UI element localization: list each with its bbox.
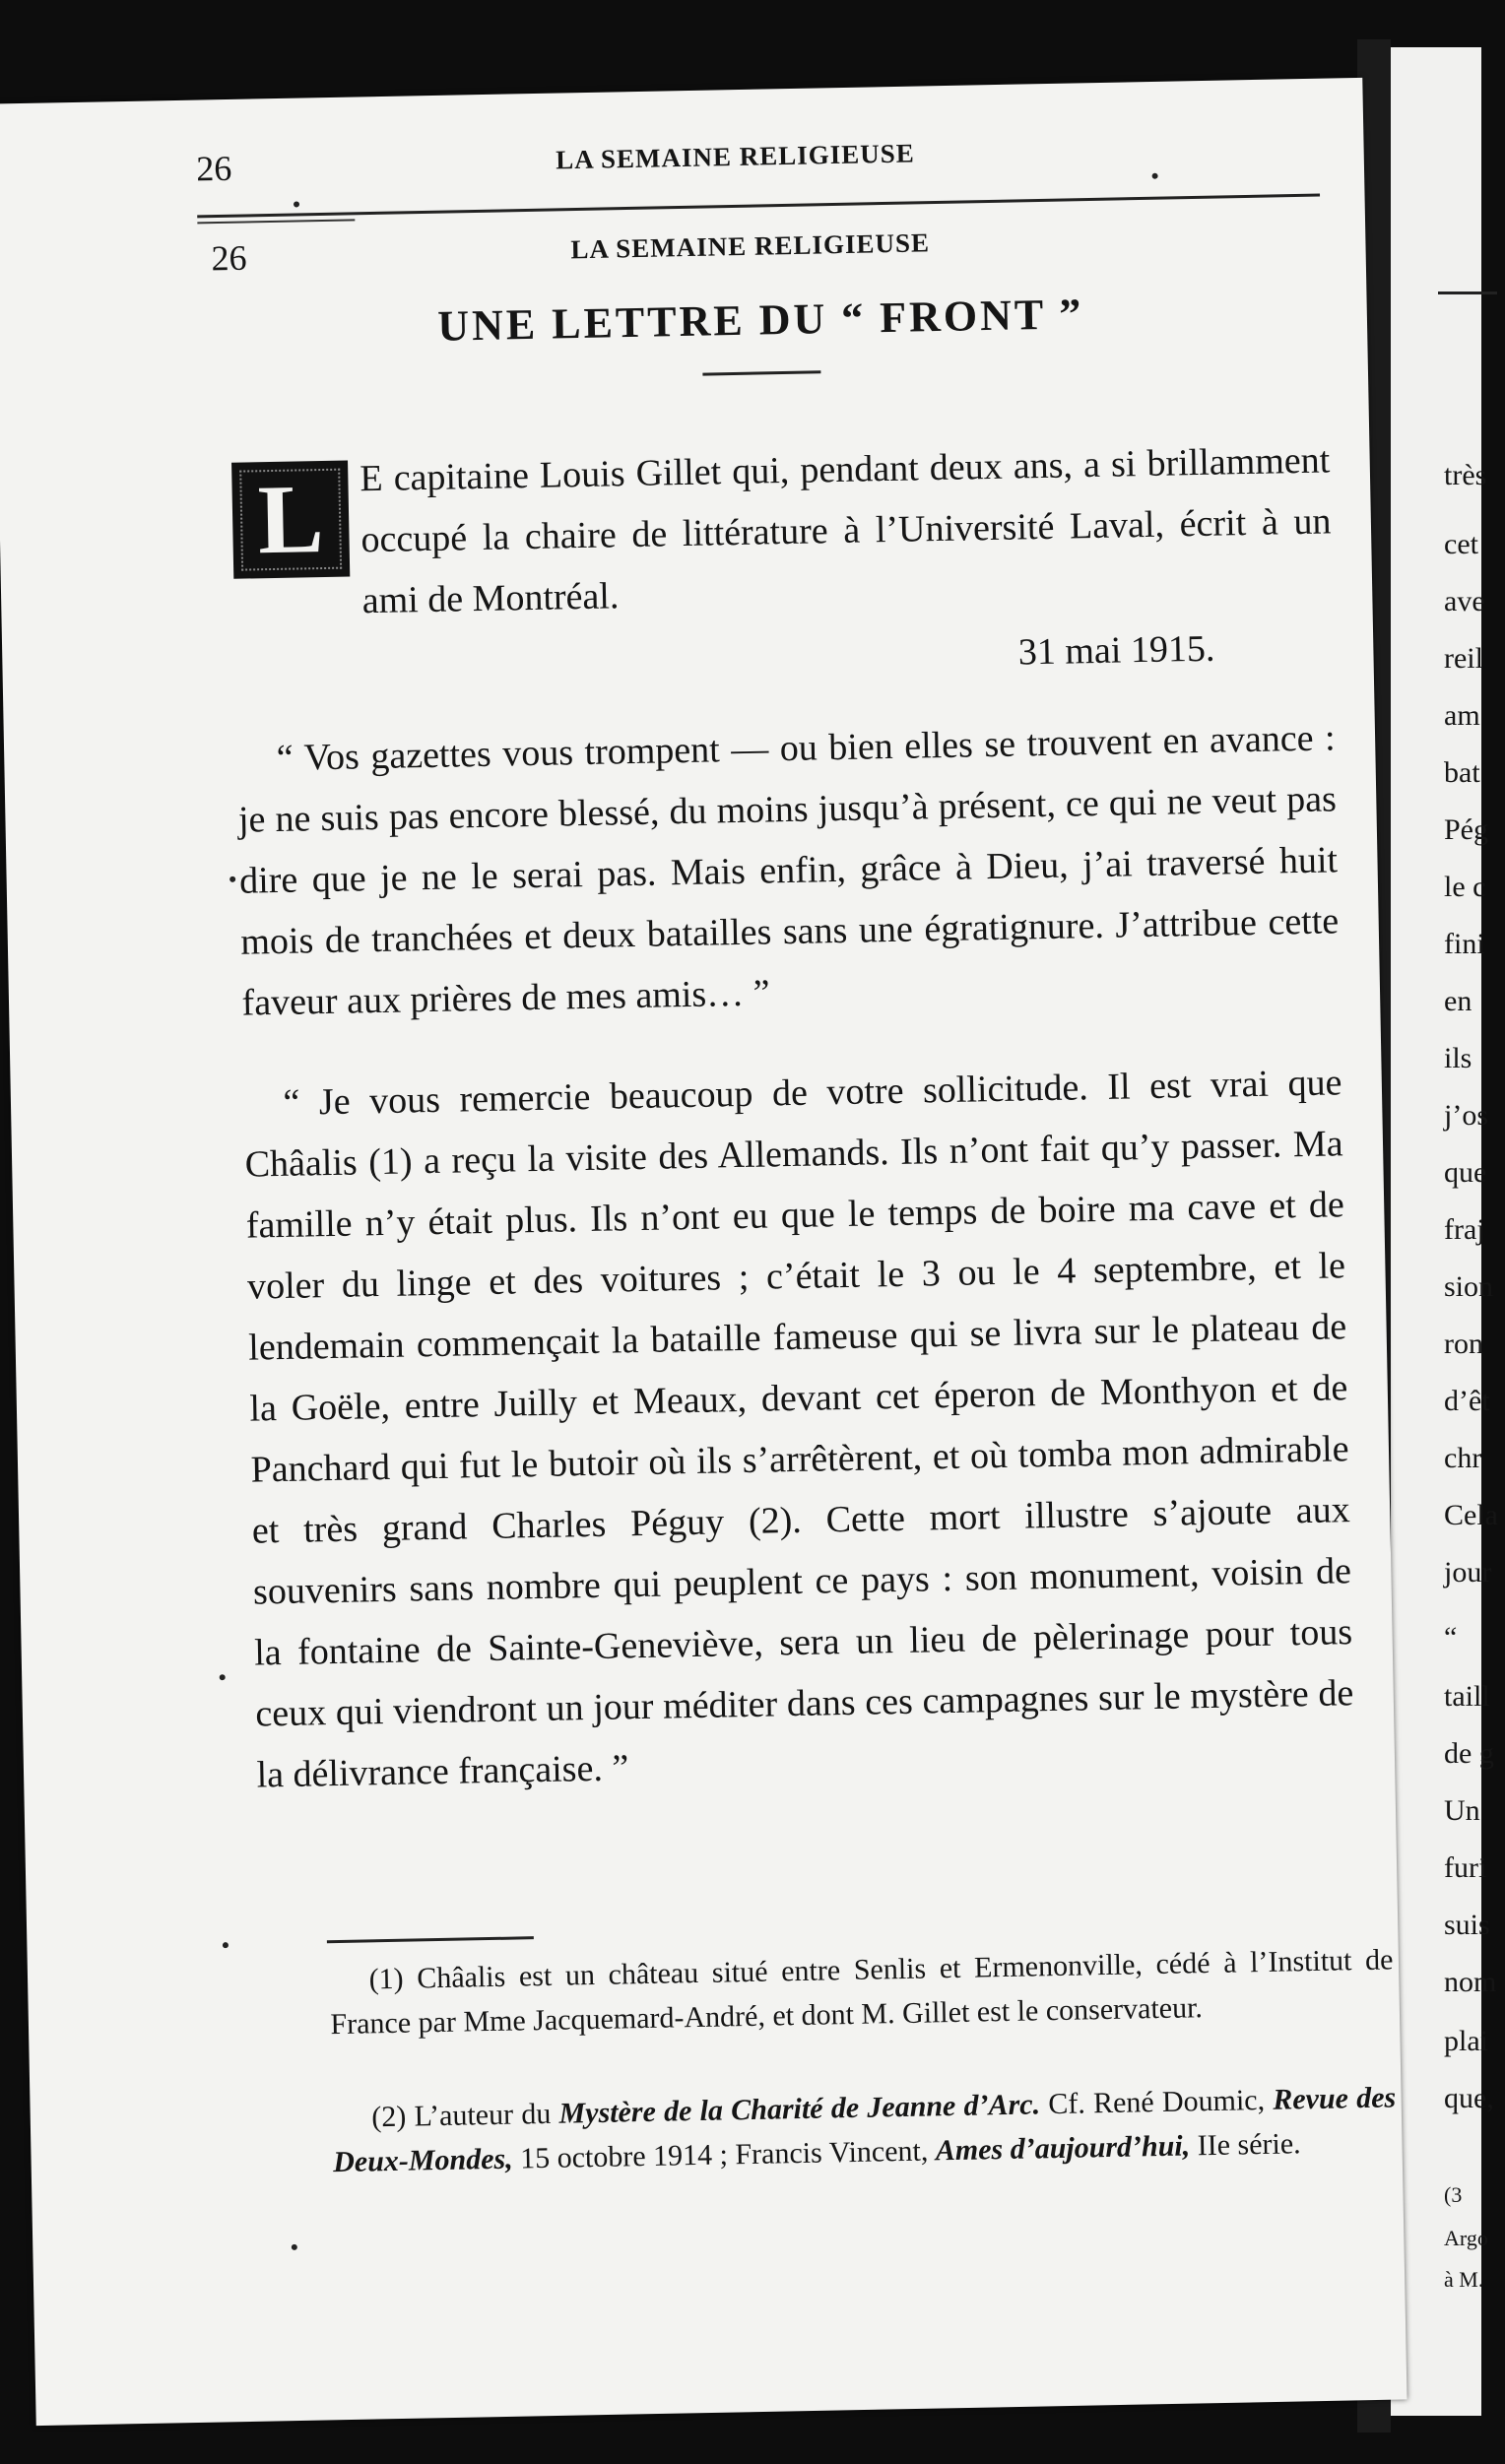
adjacent-page-fragment: furi xyxy=(1444,1851,1487,1884)
footnote-2-text-c: Cf. René Doumic, xyxy=(1039,2083,1274,2121)
page-number: 26 xyxy=(195,148,232,189)
footnote-2-text-a: (2) L’auteur du xyxy=(371,2097,559,2134)
adjacent-page-fragment: “ xyxy=(1444,1621,1458,1653)
letter-paragraph-2: “ Je vous remercie beaucoup de votre sollicitude. Il est vrai que Châalis (1) a reçu la visite des Allemands. Ils n’ont fait qu’y passer. Ma famille n’y était plus. Ils n’ont eu que le temps de boire ma cave et de voler du linge et des voitures ; c’était le 3 ou le 4 septembre, et le lendemain commençait la bataille fameuse qui se livra sur le plateau de la Goële, entre Juilly et Meaux, devant cet éperon de Monthyon et de Panchard qui fut le butoir où ils s’arrêtèrent, et où tomba mon admirable et très grand Charles Péguy (2). Cette mort illustre s’ajoute aux souvenirs sans nombre qui peuplent ce pays : son monument, voisin de la fontaine de Sainte-Geneviève, sera un lieu de pèlerinage pour tous ceux qui viendront un jour méditer dans ces campagnes sur le mystère de la délivrance française. ” xyxy=(244,1062,1354,1796)
adjacent-page-fragment: jour xyxy=(1444,1556,1492,1589)
adjacent-page-fragment: Argo xyxy=(1444,2226,1488,2250)
adjacent-page-fragment: d’êt xyxy=(1444,1385,1490,1417)
intro-text: capitaine Louis Gillet qui, pendant deux ans, a si brillamment occupé la chaire de littérature à l’Université Laval, écrit à un ami de Montréal. xyxy=(360,439,1332,622)
scan-speck xyxy=(294,201,299,207)
adjacent-page-fragment: fini xyxy=(1444,928,1485,960)
adjacent-page-fragment: sion xyxy=(1444,1270,1494,1303)
scan-speck xyxy=(1152,173,1158,179)
intro-first-letter: E xyxy=(359,457,384,500)
adjacent-page-fragment: Cela xyxy=(1444,1499,1498,1531)
scan-speck xyxy=(223,1942,229,1948)
adjacent-page-fragment: très xyxy=(1444,459,1487,491)
adjacent-page-fragment: chr xyxy=(1444,1442,1482,1474)
scan-speck xyxy=(220,1674,226,1680)
adjacent-page-fragment: ils xyxy=(1444,1042,1472,1074)
footnote-2-title-mystere: Mystère de la Charité de Jeanne d’Arc. xyxy=(558,2088,1041,2130)
adjacent-page-fragment: fraj xyxy=(1444,1213,1485,1246)
footnote-2-text-g: IIe série. xyxy=(1189,2127,1301,2163)
adjacent-page-fragment: bat xyxy=(1444,756,1480,789)
scan-speck xyxy=(292,2244,297,2250)
running-title: LA SEMAINE RELIGIEUSE xyxy=(570,227,931,265)
adjacent-page-fragment: que xyxy=(1444,1156,1487,1189)
adjacent-page-fragment: en xyxy=(1444,985,1472,1017)
letter-paragraph-1: “ Vos gazettes vous trompent — ou bien elles se trouvent en avance : je ne suis pas encore blessé, du moins jusqu’à présent, ce qui ne veut pas dire que je ne le serai pas. Mais enfin, grâce à Dieu, j’ai traversé huit mois de tranchées et deux batailles sans une égratignure. J’attribue cette faveur aux prières de mes amis… ” xyxy=(237,717,1340,1024)
adjacent-page-fragment: ron xyxy=(1444,1328,1483,1360)
adjacent-page-fragment: le c xyxy=(1444,871,1486,903)
adjacent-page-fragment: taill xyxy=(1444,1680,1490,1713)
adjacent-page-fragment: (3 xyxy=(1444,2182,1463,2207)
title-rule xyxy=(702,370,820,375)
adjacent-page-fragment: am xyxy=(1444,699,1480,732)
page-number: 26 xyxy=(211,237,247,279)
adjacent-page-fragment: à M. xyxy=(1444,2267,1484,2292)
article-title: UNE LETTRE DU “ FRONT ” xyxy=(436,290,1084,351)
footnote-2 xyxy=(332,2075,1398,2184)
adjacent-page-fragment: plai xyxy=(1444,2025,1488,2057)
footnote-2-title-revue: Revue des Deux-Mondes, xyxy=(332,2081,1397,2179)
adjacent-page-fragment: ave xyxy=(1444,585,1485,617)
adjacent-page-fragment: Un xyxy=(1444,1794,1480,1827)
footnote-1: (1) Châalis est un château situé entre Senlis et Ermenonville, cédé à l’Institut de France par Mme Jacquemard-André, et dont M. Gillet est le conservateur. xyxy=(330,1943,1394,2042)
intro-paragraph xyxy=(360,429,1333,631)
drop-cap: L xyxy=(231,461,350,579)
adjacent-page-fragment: Pég xyxy=(1444,813,1488,846)
footnote-rule xyxy=(327,1936,534,1943)
letter-date: 31 mai 1915. xyxy=(1017,627,1215,674)
adjacent-page-fragment: suis xyxy=(1444,1909,1490,1941)
adjacent-page-fragment: de g xyxy=(1444,1737,1494,1770)
adjacent-page-fragment: que, xyxy=(1444,2082,1494,2114)
adjacent-page-fragment: j’os xyxy=(1444,1099,1488,1132)
running-title: LA SEMAINE RELIGIEUSE xyxy=(555,138,916,175)
page-header-text xyxy=(196,126,1340,207)
adjacent-page-fragment: cet xyxy=(1444,528,1478,560)
adjacent-page-fragment: reil xyxy=(1444,642,1483,675)
footnote-2-title-ames: Ames d’aujourd’hui, xyxy=(935,2129,1191,2168)
adjacent-page-fragment: nom xyxy=(1444,1966,1497,1998)
scan-speck xyxy=(229,876,235,882)
footnote-2-text-e: 15 octobre 1914 ; Francis Vincent, xyxy=(512,2134,937,2175)
